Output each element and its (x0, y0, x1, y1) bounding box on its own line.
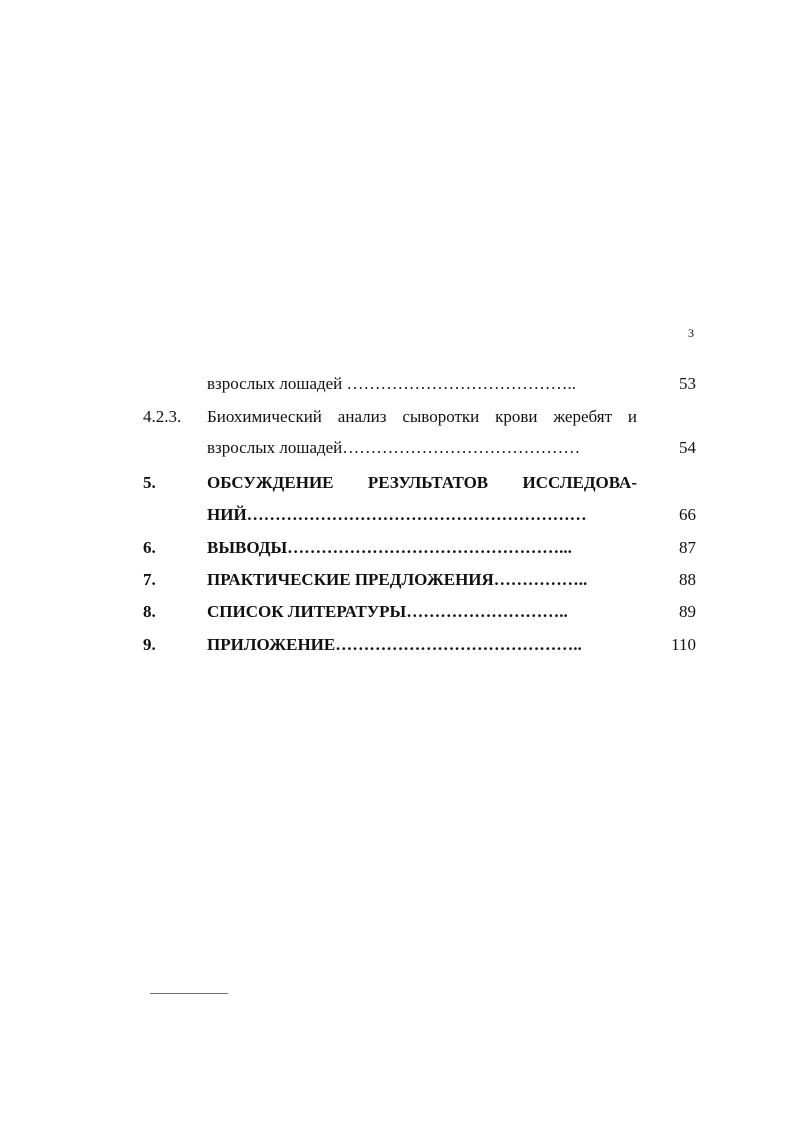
toc-entry-number: 5. (143, 473, 156, 492)
toc-entry-title: ПРИЛОЖЕНИЕ…………………………………….. (207, 635, 582, 654)
toc-entry-page: 110 (671, 635, 696, 654)
toc-entry-number: 4.2.3. (143, 407, 182, 426)
toc-entry-page: 89 (679, 602, 696, 621)
toc-entry-title: ПРАКТИЧЕСКИЕ ПРЕДЛОЖЕНИЯ…………….. (207, 570, 588, 589)
toc-entry-title: ВЫВОДЫ…………………………………………... (207, 538, 572, 557)
toc-entry-number: 8. (143, 602, 156, 621)
toc-entry (0, 470, 793, 496)
page-number: 3 (688, 326, 694, 340)
toc-entry (0, 535, 793, 561)
toc-entry-title: взрослых лошадей ………………………………….. (207, 374, 577, 393)
toc-entry (0, 435, 793, 461)
toc-entry-page: 54 (679, 438, 696, 457)
toc-entry (0, 567, 793, 593)
toc-entry-page: 87 (679, 538, 696, 557)
toc-entry-title: взрослых лошадей…………………………………… (207, 438, 581, 457)
toc-entry (0, 404, 793, 430)
toc-entry (0, 599, 793, 625)
toc-entry (0, 502, 793, 528)
toc-entry-number: 9. (143, 635, 156, 654)
toc-entry-title: ОБСУЖДЕНИЕ РЕЗУЛЬТАТОВ ИССЛЕДОВА- (207, 473, 637, 492)
toc-entry-number: 6. (143, 538, 156, 557)
footnote-divider (150, 993, 228, 994)
toc-entry (0, 371, 793, 397)
toc-entry-title: НИЙ…………………………………………………… (207, 505, 587, 524)
toc-entry-title: Биохимический анализ сыворотки крови жеребят и (207, 407, 637, 426)
toc-entry-page: 53 (679, 374, 696, 393)
toc-entry-page: 88 (679, 570, 696, 589)
toc-entry-page: 66 (679, 505, 696, 524)
toc-entry-title: СПИСОК ЛИТЕРАТУРЫ……………………….. (207, 602, 568, 621)
toc-entry-number: 7. (143, 570, 156, 589)
toc-entry (0, 632, 793, 658)
